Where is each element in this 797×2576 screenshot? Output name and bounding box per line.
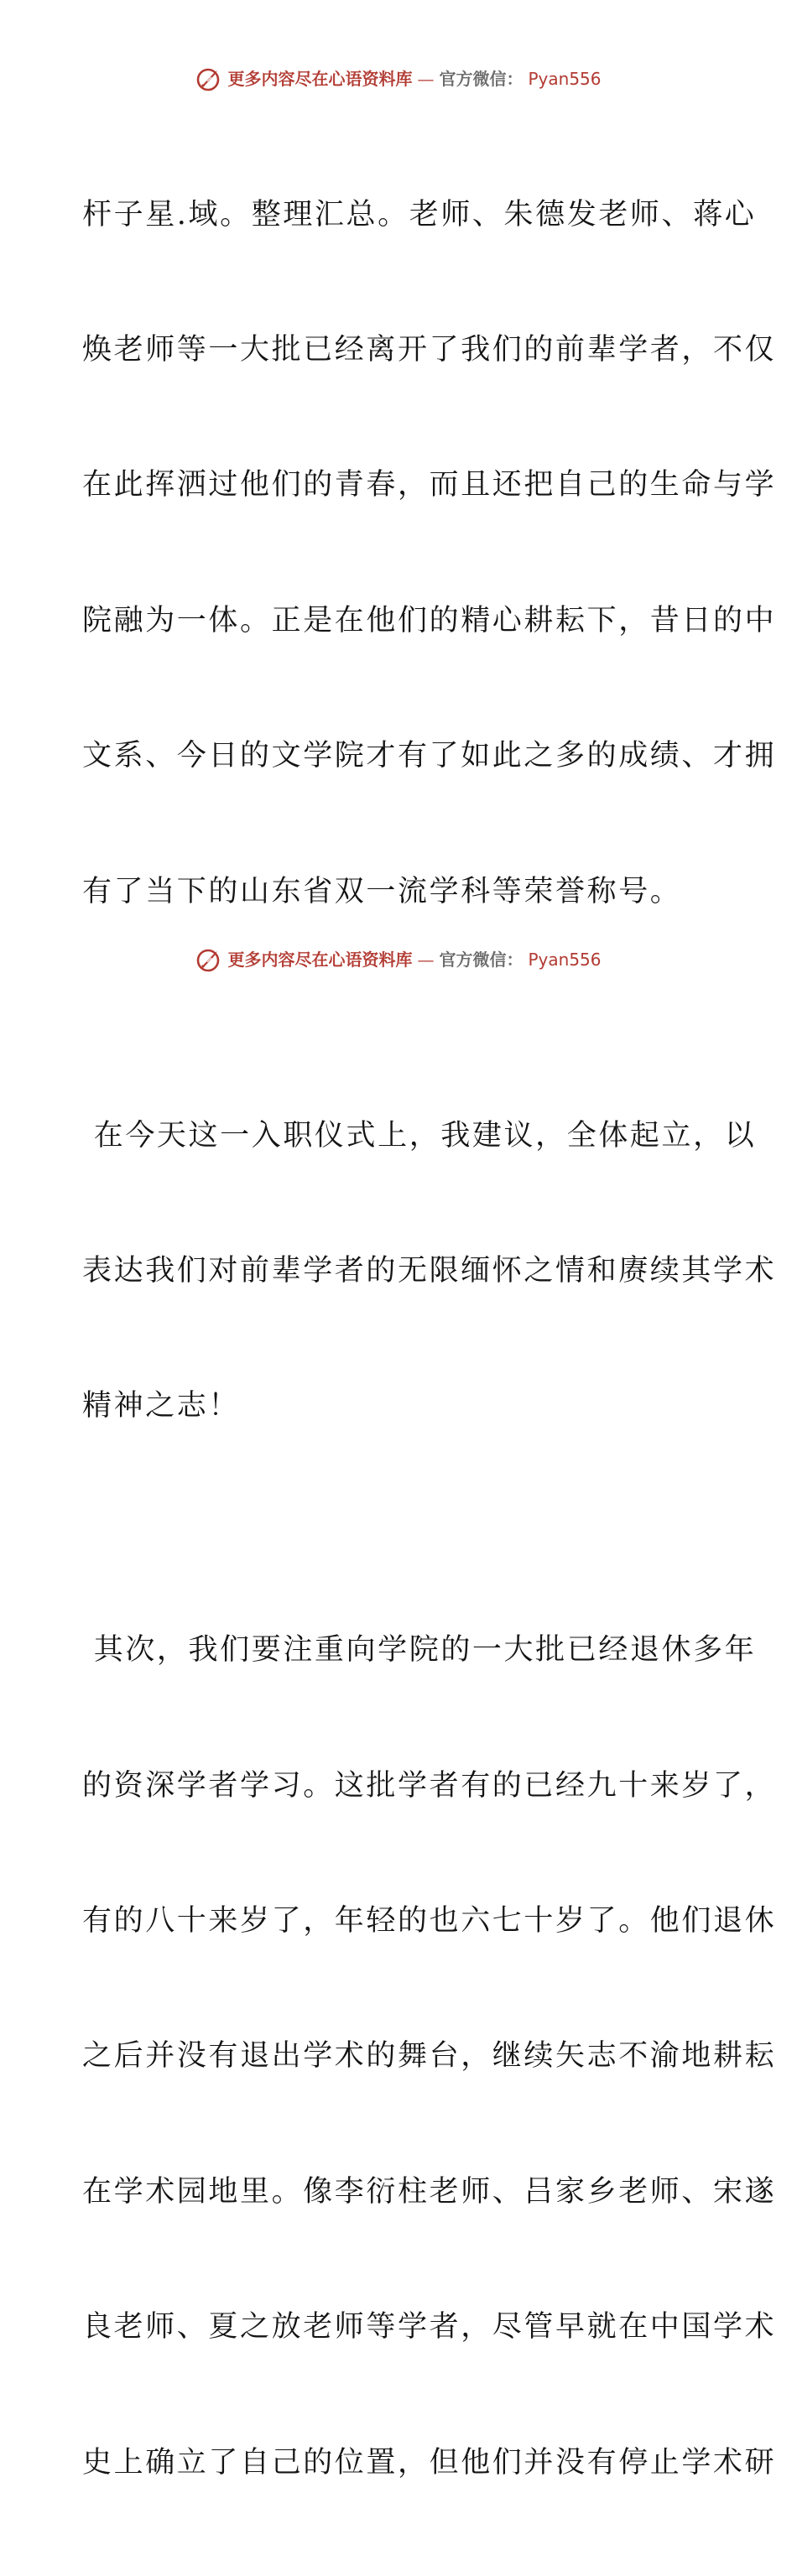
document-body [82,102,777,2576]
quill-pen-logo-icon [195,65,222,92]
watermark-dash: — [417,69,435,89]
text-line: 院融为一体。正是在他们的精心耕耘下，昔日的中 [82,603,777,637]
watermark-text: 更多内容尽在心语资料库 [227,69,413,89]
text-line: 在今天这一入职仪式上，我建议，全体起立，以 [82,1118,757,1153]
text-line: 有了当下的山东省双一流学科等荣誉称号。 [82,874,682,908]
text-line: 表达我们对前辈学者的无限缅怀之情和赓续其学术 [82,1253,777,1288]
text-line: 其次，我们要注重向学院的一大批已经退休多年 [82,1633,757,1668]
text-line: 在此挥洒过他们的青春，而且还把自己的生命与学 [82,468,777,502]
text-line: 在学术园地里。像李衍柱老师、吕家乡老师、宋遂 [82,2174,777,2209]
text-line: 有的八十来岁了，年轻的也六七十岁了。他们退休 [82,1904,777,1939]
paragraph-3 [82,1538,777,2576]
paragraph-1 [82,102,777,1005]
text-line: 之后并没有退出学术的舞台，继续矢志不渝地耕耘 [82,2039,777,2074]
text-line: 史上确立了自己的位置，但他们并没有停止学术研 [82,2445,777,2480]
text-line: 良老师、夏之放老师等学者，尽管早就在中国学术 [82,2310,777,2344]
text-line: 的资深学者学习。这批学者有的已经九十来岁了， [82,1768,777,1803]
header-watermark [0,65,797,92]
text-line: 文系、今日的文学院才有了如此之多的成绩、才拥 [82,739,777,773]
text-line: 焕老师等一大批已经离开了我们的前辈学者，不仅 [82,332,777,367]
watermark-official-label: 官方微信： [439,69,524,89]
footer-watermark [0,946,797,973]
watermark-wechat-id: Pyan556 [528,69,602,89]
paragraph-2 [82,1023,777,1520]
text-line: 精神之志！ [82,1389,241,1423]
watermark-wechat-id: Pyan556 [528,950,602,970]
text-line: 杆子星.域。整理汇总。老师、朱德发老师、蒋心 [82,197,757,232]
quill-pen-logo-icon [195,946,222,973]
watermark-text: 更多内容尽在心语资料库 [227,950,413,970]
watermark-official-label: 官方微信： [439,950,524,970]
watermark-dash: — [417,950,435,970]
